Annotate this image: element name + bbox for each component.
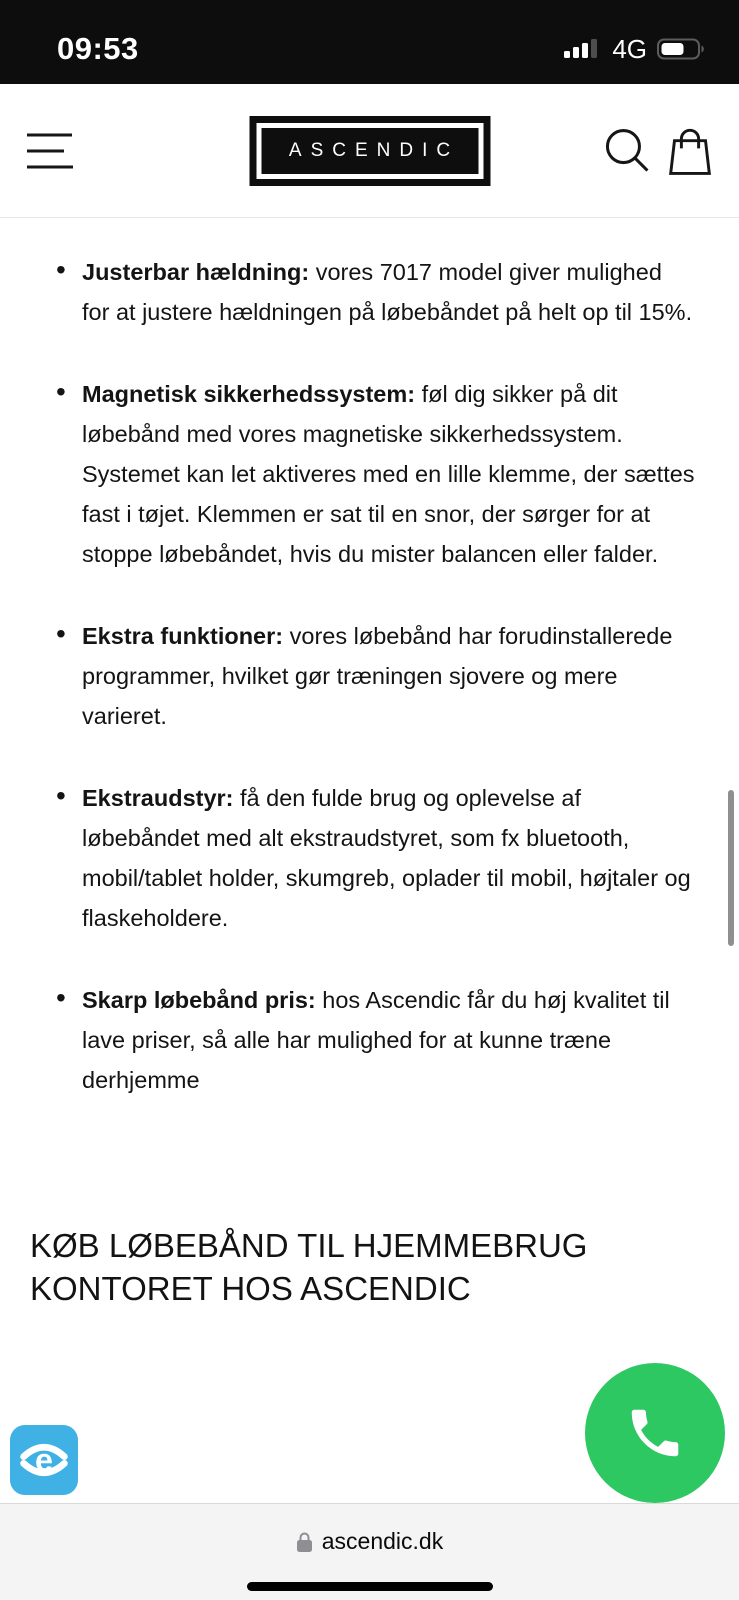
site-logo[interactable] — [249, 116, 490, 186]
phone-call-button[interactable] — [585, 1363, 725, 1503]
list-item — [56, 374, 695, 574]
header-actions — [603, 126, 713, 176]
heading-line-1: KØB LØBEBÅND TIL HJEMMEBRUG — [30, 1227, 588, 1264]
list-item — [56, 252, 695, 332]
browser-bottom-bar — [0, 1503, 739, 1600]
feature-text: hos Ascendic får du høj kvalitet til lave priser, så alle har mulighed for at kunne træne derhjemme — [82, 987, 670, 1093]
status-bar — [0, 0, 739, 84]
heading-line-2: KONTORET HOS ASCENDIC — [30, 1270, 471, 1307]
feature-label: Justerbar hældning: — [82, 259, 310, 285]
scrollbar-thumb[interactable] — [728, 790, 734, 946]
feature-text: føl dig sikker på dit løbebånd med vores magnetiske sikkerhedssystem. Systemet kan let aktiveres med en lille klemme, der sættes fast i tøjet. Klemmen er sat til en snor, der sørger for at stoppe løbebåndet, hvis du mister balancen eller falder. — [82, 381, 695, 567]
list-item — [56, 778, 695, 938]
feature-label: Magnetisk sikkerhedssystem: — [82, 381, 416, 407]
logo-text: ASCENDIC — [261, 128, 478, 174]
list-item — [56, 980, 695, 1100]
status-indicators — [564, 34, 707, 65]
list-item — [56, 616, 695, 736]
feature-list — [56, 252, 695, 1100]
svg-text:e: e — [35, 1442, 53, 1479]
cart-button[interactable] — [667, 126, 713, 176]
feature-text: vores løbebånd har forudinstallerede programmer, hvilket gør træningen sjovere og mere varieret. — [82, 623, 673, 729]
signal-strength-icon — [564, 37, 602, 61]
e-maerket-badge[interactable] — [10, 1425, 78, 1495]
menu-button[interactable] — [27, 120, 73, 181]
shopping-bag-icon — [667, 164, 713, 179]
address-bar[interactable] — [0, 1528, 739, 1555]
section-heading — [30, 1224, 695, 1310]
home-indicator[interactable] — [247, 1582, 493, 1591]
search-icon — [603, 163, 651, 178]
feature-label: Ekstra funktioner: — [82, 623, 284, 649]
feature-text: vores 7017 model giver mulighed for at justere hældningen på løbebåndet på helt op til 15%. — [82, 259, 693, 325]
search-button[interactable] — [603, 127, 651, 175]
feature-label: Ekstraudstyr: — [82, 785, 234, 811]
phone-icon — [624, 1402, 686, 1464]
url-text: ascendic.dk — [321, 1528, 444, 1554]
product-description — [0, 218, 739, 1310]
hamburger-icon — [27, 133, 72, 136]
clock: 09:53 — [57, 31, 139, 66]
battery-icon — [657, 37, 707, 61]
e-maerket-eye-icon — [15, 1432, 73, 1488]
feature-text: få den fulde brug og oplevelse af løbebåndet med alt ekstraudstyret, som fx bluetooth, mobil/tablet holder, skumgreb, oplader til mobil, højtaler og flaskeholdere. — [82, 785, 691, 931]
feature-label: Skarp løbebånd pris: — [82, 987, 316, 1013]
network-type-label: 4G — [612, 33, 647, 64]
lock-icon — [296, 1531, 313, 1553]
site-header — [0, 84, 739, 218]
